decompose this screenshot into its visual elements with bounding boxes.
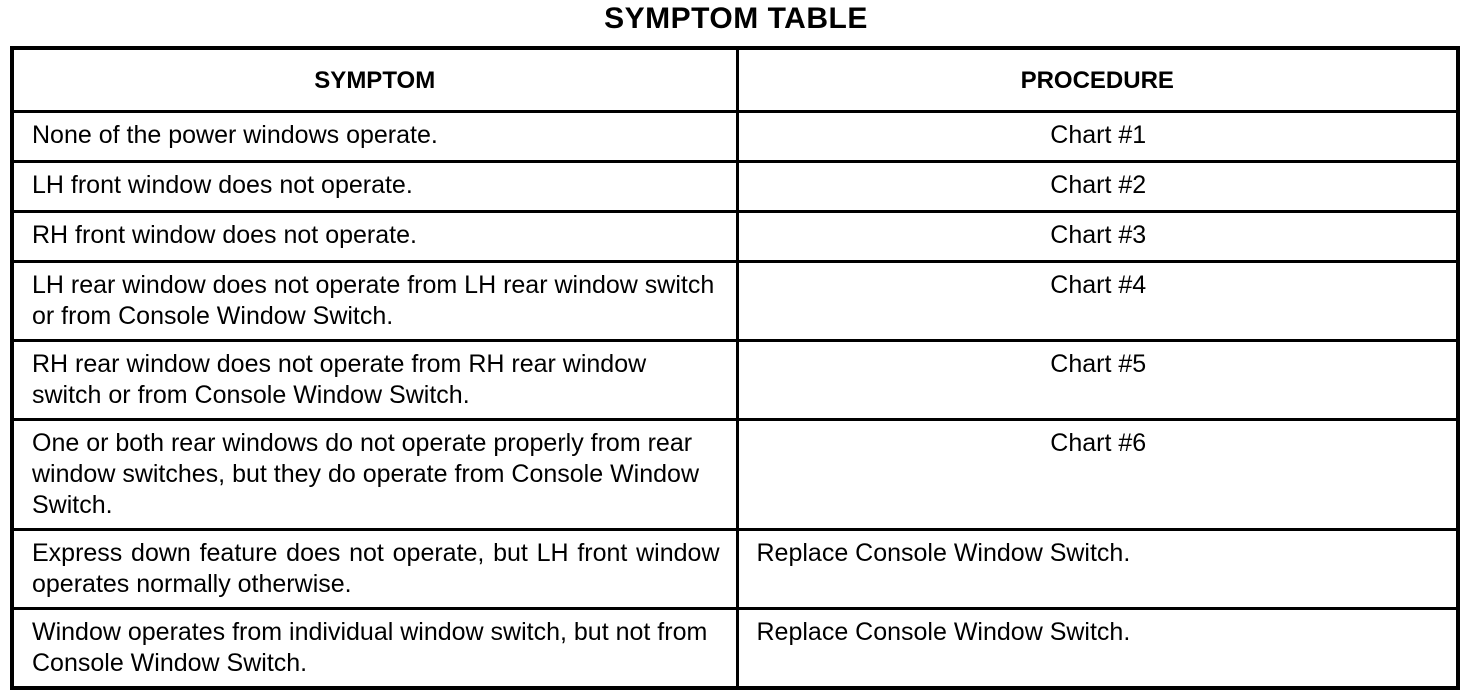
symptom-cell: Express down feature does not operate, but LH front window operates normally otherwise. bbox=[12, 530, 737, 609]
symptom-cell: LH front window does not operate. bbox=[12, 162, 737, 212]
page-title: SYMPTOM TABLE bbox=[604, 2, 868, 35]
table-header-row bbox=[12, 48, 1458, 112]
symptom-column-header: SYMPTOM bbox=[12, 48, 737, 112]
symptom-cell: One or both rear windows do not operate properly from rear window switches, but they do operate from Console Window Switch. bbox=[12, 420, 737, 530]
table-row bbox=[12, 212, 1458, 262]
procedure-cell: Chart #4 bbox=[737, 262, 1458, 341]
table-row bbox=[12, 262, 1458, 341]
table-row bbox=[12, 112, 1458, 162]
table-row bbox=[12, 609, 1458, 689]
procedure-cell: Chart #5 bbox=[737, 341, 1458, 420]
table-row bbox=[12, 162, 1458, 212]
procedure-cell: Chart #3 bbox=[737, 212, 1458, 262]
table-row bbox=[12, 420, 1458, 530]
procedure-cell: Chart #2 bbox=[737, 162, 1458, 212]
symptom-cell: LH rear window does not operate from LH rear window switch or from Console Window Switch. bbox=[12, 262, 737, 341]
symptom-cell: None of the power windows operate. bbox=[12, 112, 737, 162]
procedure-cell: Chart #1 bbox=[737, 112, 1458, 162]
symptom-cell: RH rear window does not operate from RH rear window switch or from Console Window Switch. bbox=[12, 341, 737, 420]
table-row bbox=[12, 341, 1458, 420]
symptom-cell: Window operates from individual window switch, but not from Console Window Switch. bbox=[12, 609, 737, 689]
procedure-cell: Replace Console Window Switch. bbox=[737, 609, 1458, 689]
procedure-cell: Replace Console Window Switch. bbox=[737, 530, 1458, 609]
procedure-column-header: PROCEDURE bbox=[737, 48, 1458, 112]
procedure-cell: Chart #6 bbox=[737, 420, 1458, 530]
symptom-cell: RH front window does not operate. bbox=[12, 212, 737, 262]
table-row bbox=[12, 530, 1458, 609]
symptom-table bbox=[10, 46, 1460, 690]
